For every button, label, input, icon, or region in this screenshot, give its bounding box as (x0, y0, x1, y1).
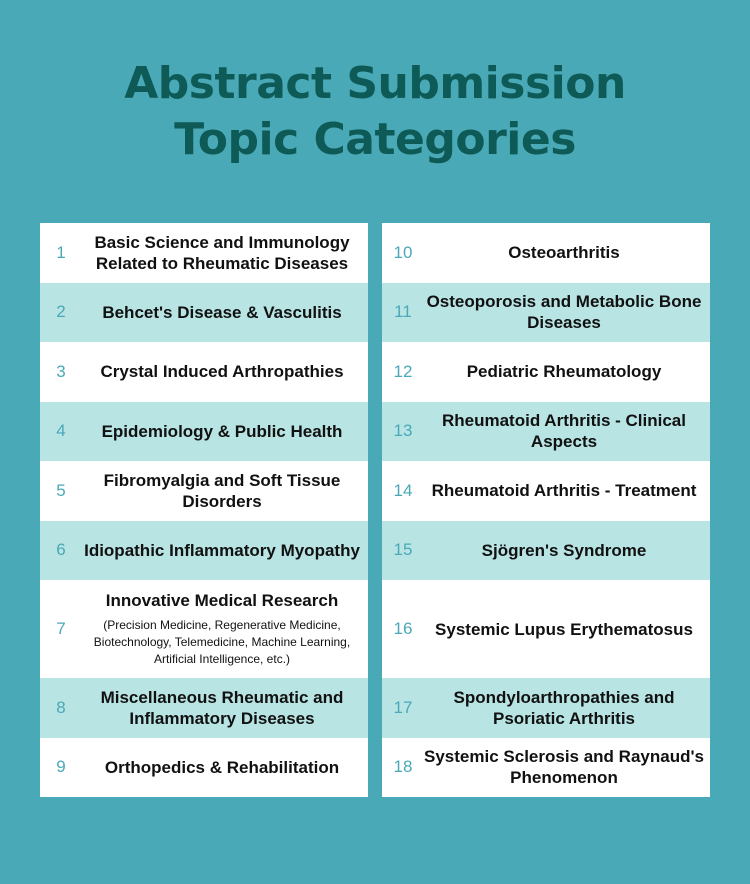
topic-label: Idiopathic Inflammatory Myopathy (84, 540, 360, 560)
topic-label: Innovative Medical Research (105, 591, 339, 610)
topic-label: Miscellaneous Rheumatic and Inflammatory Diseases (100, 687, 344, 728)
topic-label: Basic Science and Immunology Related to Rheumatic Diseases (94, 232, 350, 273)
topic-number: 9 (56, 757, 66, 777)
topic-row (382, 461, 710, 521)
topic-row (382, 521, 710, 581)
topic-number: 6 (56, 540, 66, 560)
topic-row (40, 402, 368, 462)
topic-number: 18 (393, 757, 413, 777)
topic-label: Rheumatoid Arthritis - Treatment (431, 481, 697, 501)
topic-row (40, 521, 368, 581)
topic-label: Rheumatoid Arthritis - Clinical Aspects (441, 411, 686, 452)
topic-label: Crystal Induced Arthropathies (100, 362, 344, 382)
topic-row (382, 580, 710, 678)
topic-label: Spondyloarthropathies and Psoriatic Arthritis (453, 687, 675, 728)
topic-number: 12 (393, 361, 413, 381)
topic-label: Osteoarthritis (508, 243, 620, 263)
title-line-1: Abstract Submission (124, 58, 626, 109)
title-line-2: Topic Categories (174, 114, 576, 165)
topic-row (40, 678, 368, 738)
topic-row (382, 223, 710, 283)
topic-number: 4 (56, 421, 66, 441)
topic-number: 11 (394, 302, 412, 322)
topic-number: 10 (393, 242, 413, 262)
topic-label: Systemic Lupus Erythematosus (435, 619, 693, 639)
topic-number: 1 (56, 242, 66, 262)
topic-label-group (82, 590, 368, 668)
topic-table-left (40, 223, 368, 797)
topic-number: 8 (56, 697, 66, 717)
topic-number: 16 (393, 619, 413, 638)
topic-row (40, 283, 368, 343)
topic-row (382, 283, 710, 343)
topic-label: Systemic Sclerosis and Raynaud's Phenomenon (424, 747, 704, 788)
topic-row (382, 342, 710, 402)
topic-number: 2 (56, 302, 66, 322)
topic-label: Epidemiology & Public Health (101, 421, 343, 441)
topic-label: Sjögren's Syndrome (481, 540, 647, 560)
topic-row (40, 580, 368, 678)
topic-row (382, 402, 710, 462)
topic-sublabel: (Precision Medicine, Regenerative Medicine, Biotechnology, Telemedicine, Machine Learning, Artificial Intelligence, etc.) (93, 618, 351, 666)
topic-row (382, 678, 710, 738)
topic-label: Fibromyalgia and Soft Tissue Disorders (103, 470, 341, 511)
page-title (0, 56, 750, 168)
topic-number: 14 (393, 480, 413, 500)
topic-number: 5 (56, 480, 66, 500)
topic-number: 3 (56, 361, 66, 381)
topic-row (40, 461, 368, 521)
topic-number: 15 (393, 540, 413, 560)
topic-label: Behcet's Disease & Vasculitis (102, 302, 342, 322)
topic-number: 7 (56, 619, 66, 638)
topic-number: 17 (393, 697, 413, 717)
topic-label: Orthopedics & Rehabilitation (104, 757, 340, 777)
topic-label: Osteoporosis and Metabolic Bone Diseases (426, 292, 702, 333)
topic-row (40, 738, 368, 798)
topic-table-right (382, 223, 710, 797)
topic-row (40, 223, 368, 283)
topic-row (382, 738, 710, 798)
topic-number: 13 (393, 421, 413, 441)
topic-row (40, 342, 368, 402)
topic-label: Pediatric Rheumatology (466, 362, 662, 382)
